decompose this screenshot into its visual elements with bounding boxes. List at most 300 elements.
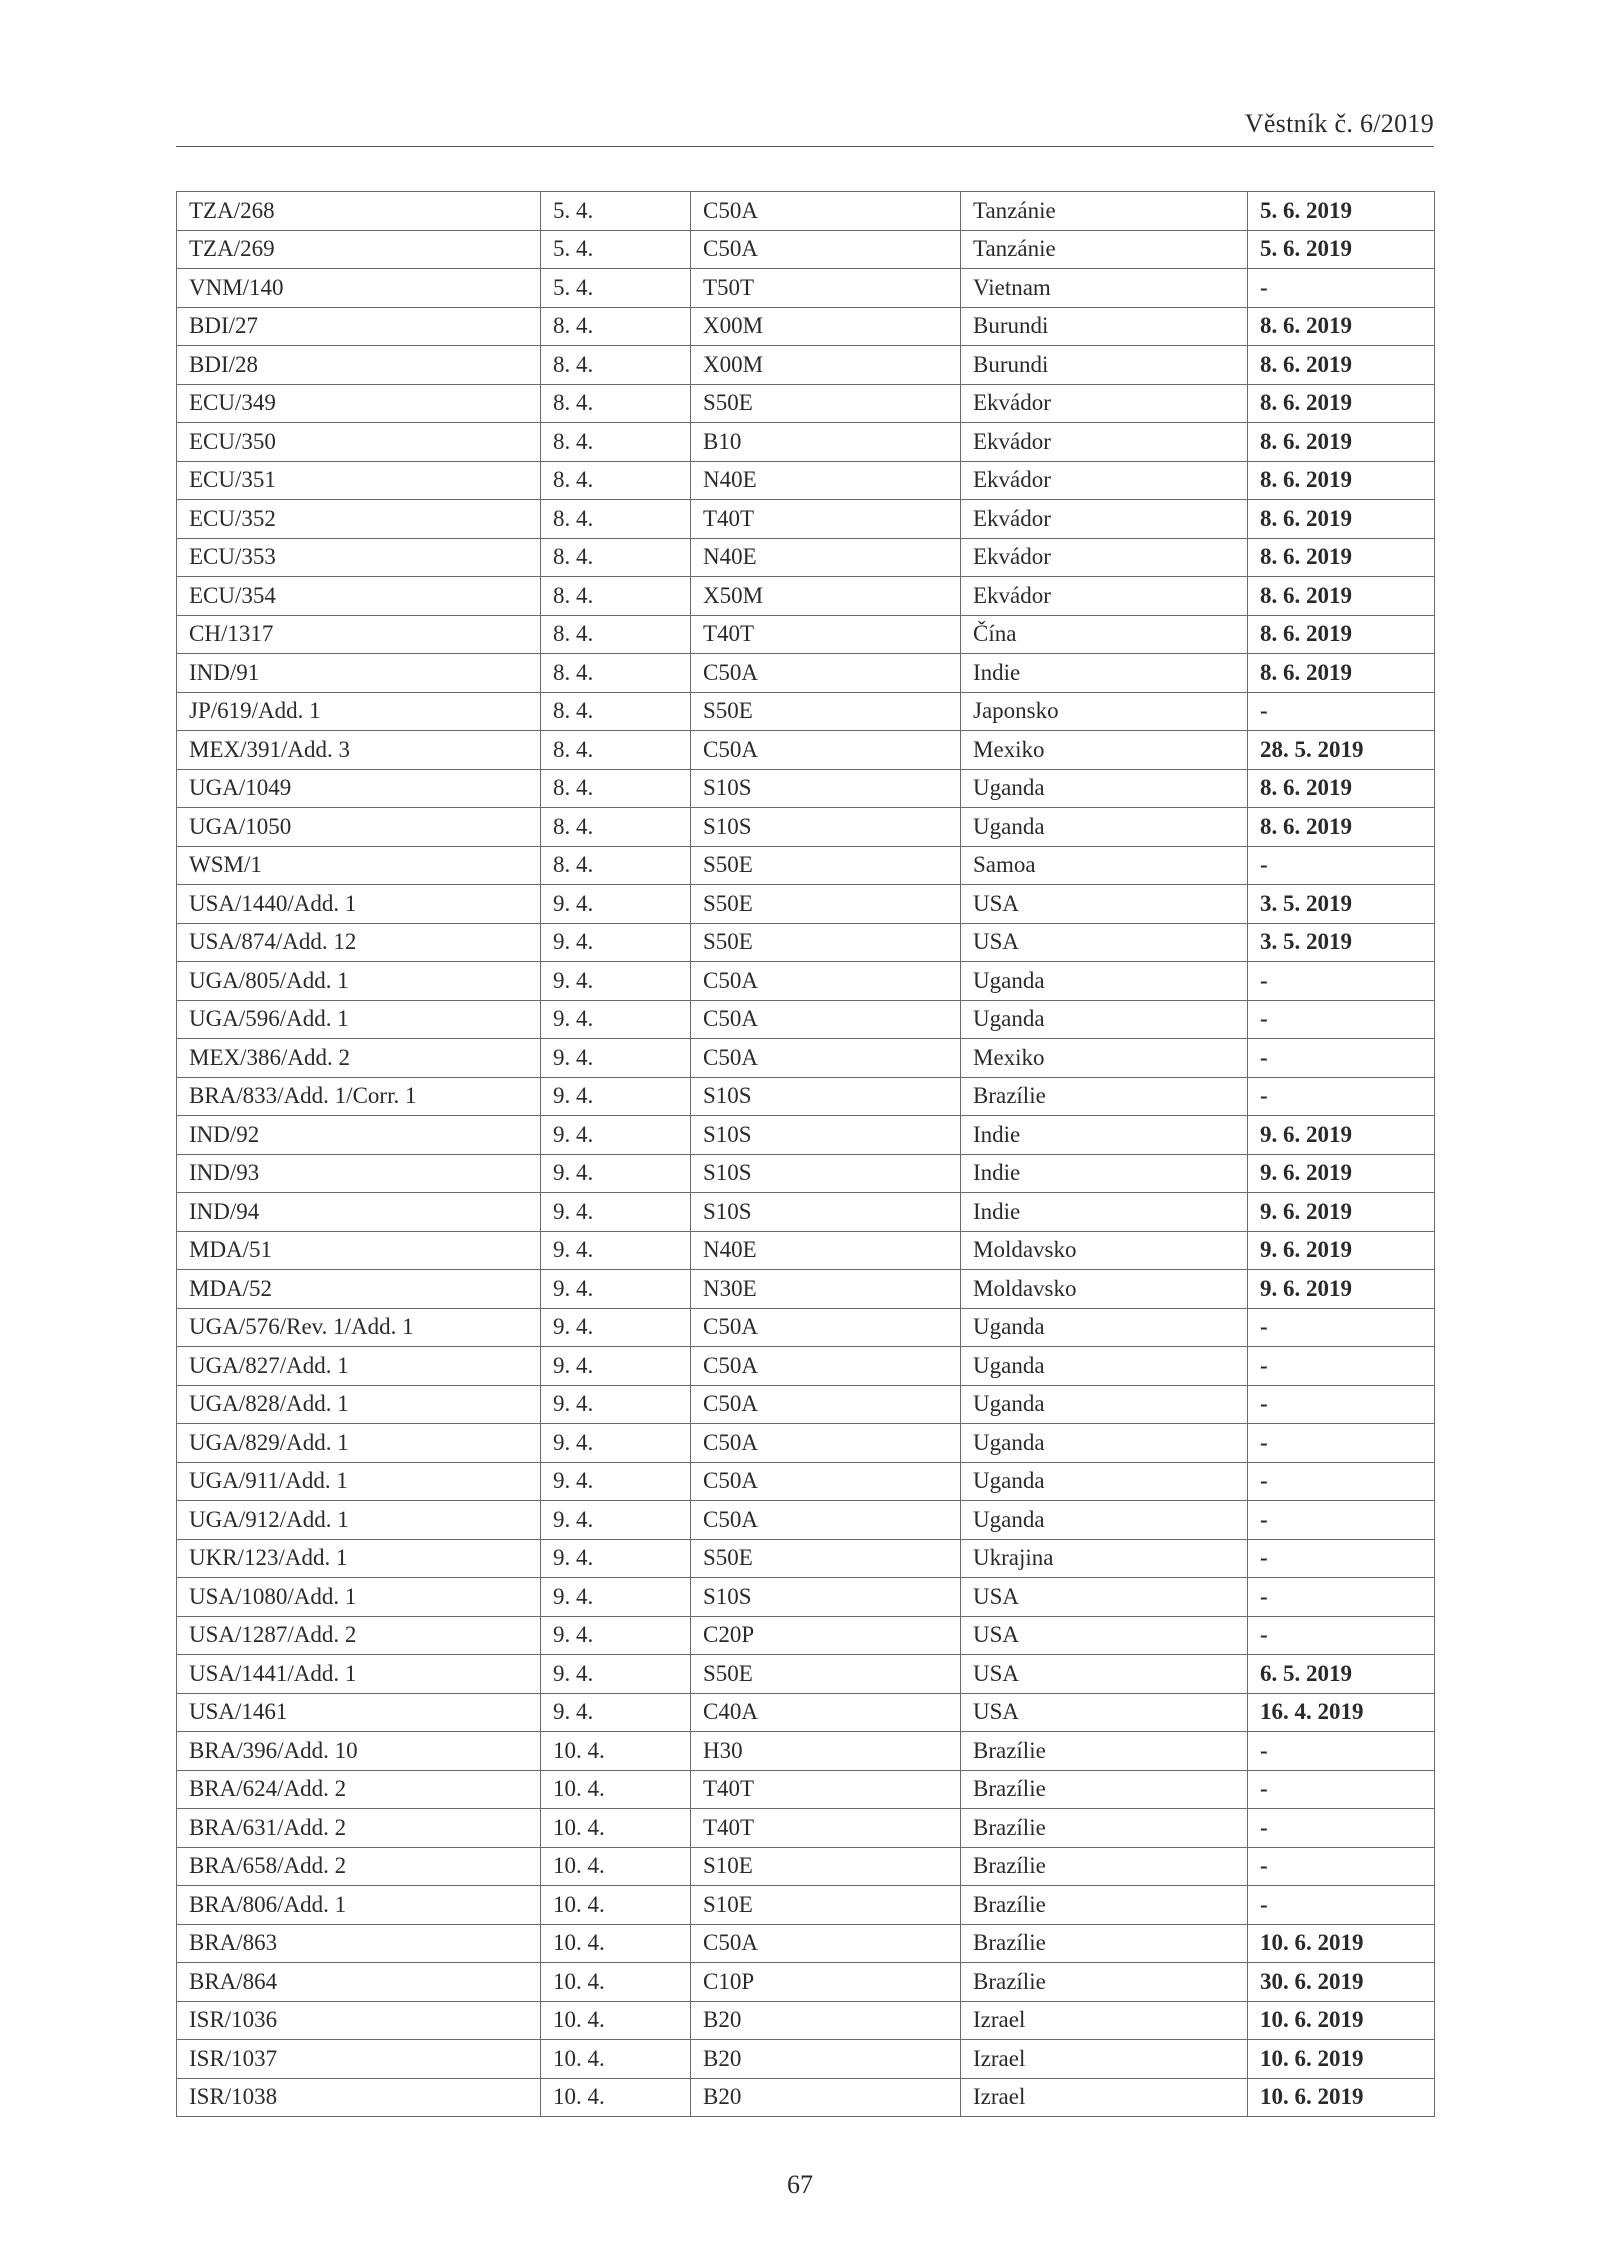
document-id-cell: BRA/833/Add. 1/Corr. 1	[177, 1077, 541, 1116]
document-id-cell: IND/91	[177, 654, 541, 693]
code-cell: X50M	[691, 577, 961, 616]
deadline-date-cell: 8. 6. 2019	[1248, 577, 1435, 616]
document-id-cell: ECU/351	[177, 461, 541, 500]
table-row	[177, 1308, 1435, 1347]
document-id-cell: BRA/658/Add. 2	[177, 1847, 541, 1886]
code-cell: C50A	[691, 1308, 961, 1347]
document-id-cell: UGA/828/Add. 1	[177, 1385, 541, 1424]
table-row	[177, 1154, 1435, 1193]
document-id-cell: IND/92	[177, 1116, 541, 1155]
deadline-date-cell: -	[1248, 1732, 1435, 1771]
table-row	[177, 500, 1435, 539]
deadline-date-cell: -	[1248, 1616, 1435, 1655]
code-cell: C50A	[691, 1385, 961, 1424]
table-row	[177, 1963, 1435, 2002]
document-id-cell: USA/1287/Add. 2	[177, 1616, 541, 1655]
deadline-date-cell: 8. 6. 2019	[1248, 615, 1435, 654]
page-header	[176, 110, 1434, 147]
country-cell: Brazílie	[961, 1770, 1248, 1809]
code-cell: T50T	[691, 269, 961, 308]
table-row	[177, 846, 1435, 885]
notification-date-cell: 5. 4.	[541, 192, 691, 231]
deadline-date-cell: -	[1248, 1077, 1435, 1116]
country-cell: Moldavsko	[961, 1231, 1248, 1270]
document-id-cell: ISR/1036	[177, 2001, 541, 2040]
document-id-cell: ECU/350	[177, 423, 541, 462]
deadline-date-cell: 5. 6. 2019	[1248, 230, 1435, 269]
code-cell: C50A	[691, 654, 961, 693]
table-row	[177, 1077, 1435, 1116]
code-cell: C50A	[691, 1924, 961, 1963]
document-id-cell: ISR/1038	[177, 2078, 541, 2117]
document-id-cell: UGA/805/Add. 1	[177, 962, 541, 1001]
code-cell: T40T	[691, 1770, 961, 1809]
table-row	[177, 1578, 1435, 1617]
deadline-date-cell: 30. 6. 2019	[1248, 1963, 1435, 2002]
document-id-cell: VNM/140	[177, 269, 541, 308]
deadline-date-cell: 28. 5. 2019	[1248, 731, 1435, 770]
table-row	[177, 384, 1435, 423]
notification-date-cell: 9. 4.	[541, 1655, 691, 1694]
notification-date-cell: 9. 4.	[541, 923, 691, 962]
country-cell: Samoa	[961, 846, 1248, 885]
table-row	[177, 423, 1435, 462]
code-cell: H30	[691, 1732, 961, 1771]
deadline-date-cell: 8. 6. 2019	[1248, 538, 1435, 577]
document-id-cell: MDA/52	[177, 1270, 541, 1309]
document-id-cell: ECU/354	[177, 577, 541, 616]
code-cell: T40T	[691, 1809, 961, 1848]
document-id-cell: ISR/1037	[177, 2040, 541, 2079]
code-cell: B10	[691, 423, 961, 462]
country-cell: Burundi	[961, 346, 1248, 385]
document-id-cell: UGA/1049	[177, 769, 541, 808]
code-cell: S50E	[691, 1655, 961, 1694]
country-cell: Indie	[961, 1116, 1248, 1155]
deadline-date-cell: 8. 6. 2019	[1248, 346, 1435, 385]
code-cell: S10E	[691, 1886, 961, 1925]
country-cell: Tanzánie	[961, 230, 1248, 269]
document-id-cell: BDI/28	[177, 346, 541, 385]
deadline-date-cell: 9. 6. 2019	[1248, 1116, 1435, 1155]
document-id-cell: MDA/51	[177, 1231, 541, 1270]
country-cell: Uganda	[961, 1308, 1248, 1347]
table-row	[177, 192, 1435, 231]
code-cell: S50E	[691, 923, 961, 962]
code-cell: C50A	[691, 192, 961, 231]
notification-date-cell: 8. 4.	[541, 654, 691, 693]
table-row	[177, 769, 1435, 808]
notification-date-cell: 9. 4.	[541, 962, 691, 1001]
notification-date-cell: 9. 4.	[541, 1385, 691, 1424]
notification-date-cell: 5. 4.	[541, 269, 691, 308]
country-cell: Brazílie	[961, 1886, 1248, 1925]
notification-date-cell: 10. 4.	[541, 2040, 691, 2079]
country-cell: Ekvádor	[961, 461, 1248, 500]
document-id-cell: WSM/1	[177, 846, 541, 885]
notifications-table-container	[176, 191, 1434, 2117]
country-cell: Tanzánie	[961, 192, 1248, 231]
document-id-cell: UGA/576/Rev. 1/Add. 1	[177, 1308, 541, 1347]
notification-date-cell: 10. 4.	[541, 1886, 691, 1925]
deadline-date-cell: -	[1248, 1847, 1435, 1886]
deadline-date-cell: 8. 6. 2019	[1248, 461, 1435, 500]
table-row	[177, 654, 1435, 693]
table-row	[177, 923, 1435, 962]
table-row	[177, 1886, 1435, 1925]
notification-date-cell: 8. 4.	[541, 615, 691, 654]
notification-date-cell: 9. 4.	[541, 1231, 691, 1270]
country-cell: Uganda	[961, 962, 1248, 1001]
notification-date-cell: 9. 4.	[541, 1000, 691, 1039]
document-id-cell: USA/1440/Add. 1	[177, 885, 541, 924]
deadline-date-cell: 5. 6. 2019	[1248, 192, 1435, 231]
table-row	[177, 1116, 1435, 1155]
document-id-cell: BRA/631/Add. 2	[177, 1809, 541, 1848]
code-cell: B20	[691, 2040, 961, 2079]
table-row	[177, 2040, 1435, 2079]
notification-date-cell: 9. 4.	[541, 1154, 691, 1193]
document-id-cell: USA/1461	[177, 1693, 541, 1732]
notification-date-cell: 9. 4.	[541, 1116, 691, 1155]
code-cell: X00M	[691, 307, 961, 346]
deadline-date-cell: 3. 5. 2019	[1248, 923, 1435, 962]
table-row	[177, 1385, 1435, 1424]
deadline-date-cell: 10. 6. 2019	[1248, 2040, 1435, 2079]
notifications-table	[176, 191, 1435, 2117]
deadline-date-cell: 8. 6. 2019	[1248, 500, 1435, 539]
code-cell: S50E	[691, 384, 961, 423]
country-cell: Vietnam	[961, 269, 1248, 308]
table-row	[177, 230, 1435, 269]
document-id-cell: BRA/806/Add. 1	[177, 1886, 541, 1925]
table-row	[177, 1924, 1435, 1963]
document-id-cell: UGA/829/Add. 1	[177, 1424, 541, 1463]
code-cell: C50A	[691, 731, 961, 770]
code-cell: S10S	[691, 1116, 961, 1155]
document-id-cell: ECU/352	[177, 500, 541, 539]
country-cell: Uganda	[961, 1501, 1248, 1540]
document-id-cell: JP/619/Add. 1	[177, 692, 541, 731]
table-row	[177, 1732, 1435, 1771]
country-cell: Uganda	[961, 1385, 1248, 1424]
code-cell: C20P	[691, 1616, 961, 1655]
notification-date-cell: 9. 4.	[541, 1039, 691, 1078]
notification-date-cell: 8. 4.	[541, 692, 691, 731]
table-row	[177, 1655, 1435, 1694]
document-id-cell: UGA/1050	[177, 808, 541, 847]
notification-date-cell: 9. 4.	[541, 1270, 691, 1309]
code-cell: B20	[691, 2001, 961, 2040]
notification-date-cell: 10. 4.	[541, 1847, 691, 1886]
country-cell: USA	[961, 1655, 1248, 1694]
country-cell: Japonsko	[961, 692, 1248, 731]
notification-date-cell: 8. 4.	[541, 538, 691, 577]
document-id-cell: BRA/864	[177, 1963, 541, 2002]
document-id-cell: UGA/912/Add. 1	[177, 1501, 541, 1540]
country-cell: Indie	[961, 654, 1248, 693]
notification-date-cell: 8. 4.	[541, 384, 691, 423]
notification-date-cell: 8. 4.	[541, 307, 691, 346]
country-cell: USA	[961, 1616, 1248, 1655]
deadline-date-cell: -	[1248, 1000, 1435, 1039]
page-number: 67	[787, 2170, 813, 2199]
table-row	[177, 731, 1435, 770]
deadline-date-cell: 10. 6. 2019	[1248, 2001, 1435, 2040]
code-cell: C50A	[691, 962, 961, 1001]
code-cell: C50A	[691, 1039, 961, 1078]
document-id-cell: TZA/268	[177, 192, 541, 231]
deadline-date-cell: -	[1248, 1809, 1435, 1848]
table-row	[177, 346, 1435, 385]
country-cell: Brazílie	[961, 1963, 1248, 2002]
notification-date-cell: 9. 4.	[541, 1616, 691, 1655]
notification-date-cell: 8. 4.	[541, 769, 691, 808]
document-id-cell: ECU/349	[177, 384, 541, 423]
notification-date-cell: 8. 4.	[541, 346, 691, 385]
deadline-date-cell: 6. 5. 2019	[1248, 1655, 1435, 1694]
country-cell: Uganda	[961, 808, 1248, 847]
table-row	[177, 1847, 1435, 1886]
table-row	[177, 1616, 1435, 1655]
notification-date-cell: 9. 4.	[541, 1347, 691, 1386]
code-cell: C10P	[691, 1963, 961, 2002]
document-id-cell: BDI/27	[177, 307, 541, 346]
document-id-cell: USA/874/Add. 12	[177, 923, 541, 962]
code-cell: S10S	[691, 808, 961, 847]
notification-date-cell: 10. 4.	[541, 2078, 691, 2117]
code-cell: N30E	[691, 1270, 961, 1309]
country-cell: Ekvádor	[961, 423, 1248, 462]
deadline-date-cell: -	[1248, 1462, 1435, 1501]
table-row	[177, 692, 1435, 731]
table-row	[177, 1539, 1435, 1578]
notification-date-cell: 9. 4.	[541, 1462, 691, 1501]
country-cell: Uganda	[961, 1424, 1248, 1463]
document-id-cell: UGA/827/Add. 1	[177, 1347, 541, 1386]
country-cell: USA	[961, 923, 1248, 962]
table-row	[177, 461, 1435, 500]
notification-date-cell: 8. 4.	[541, 808, 691, 847]
country-cell: Uganda	[961, 1000, 1248, 1039]
notification-date-cell: 10. 4.	[541, 1924, 691, 1963]
journal-issue-title: Věstník č. 6/2019	[1244, 109, 1434, 138]
deadline-date-cell: -	[1248, 1385, 1435, 1424]
country-cell: Ekvádor	[961, 577, 1248, 616]
table-row	[177, 2001, 1435, 2040]
deadline-date-cell: -	[1248, 1539, 1435, 1578]
deadline-date-cell: -	[1248, 1039, 1435, 1078]
notification-date-cell: 9. 4.	[541, 1308, 691, 1347]
document-id-cell: BRA/863	[177, 1924, 541, 1963]
notification-date-cell: 9. 4.	[541, 1539, 691, 1578]
code-cell: C40A	[691, 1693, 961, 1732]
table-row	[177, 1462, 1435, 1501]
table-row	[177, 962, 1435, 1001]
document-id-cell: BRA/396/Add. 10	[177, 1732, 541, 1771]
code-cell: S10E	[691, 1847, 961, 1886]
country-cell: Brazílie	[961, 1732, 1248, 1771]
notification-date-cell: 8. 4.	[541, 577, 691, 616]
country-cell: Mexiko	[961, 731, 1248, 770]
notification-date-cell: 10. 4.	[541, 1809, 691, 1848]
table-row	[177, 1039, 1435, 1078]
document-id-cell: ECU/353	[177, 538, 541, 577]
country-cell: Mexiko	[961, 1039, 1248, 1078]
document-id-cell: MEX/386/Add. 2	[177, 1039, 541, 1078]
notification-date-cell: 9. 4.	[541, 885, 691, 924]
country-cell: Čína	[961, 615, 1248, 654]
country-cell: Ekvádor	[961, 538, 1248, 577]
table-row	[177, 1270, 1435, 1309]
deadline-date-cell: -	[1248, 692, 1435, 731]
document-id-cell: IND/94	[177, 1193, 541, 1232]
document-id-cell: USA/1080/Add. 1	[177, 1578, 541, 1617]
deadline-date-cell: 8. 6. 2019	[1248, 808, 1435, 847]
notification-date-cell: 10. 4.	[541, 1732, 691, 1771]
deadline-date-cell: 8. 6. 2019	[1248, 769, 1435, 808]
notification-date-cell: 8. 4.	[541, 461, 691, 500]
table-row	[177, 1000, 1435, 1039]
table-row	[177, 615, 1435, 654]
country-cell: Moldavsko	[961, 1270, 1248, 1309]
country-cell: Izrael	[961, 2001, 1248, 2040]
code-cell: S10S	[691, 1154, 961, 1193]
country-cell: Brazílie	[961, 1077, 1248, 1116]
country-cell: Uganda	[961, 1462, 1248, 1501]
notification-date-cell: 8. 4.	[541, 731, 691, 770]
deadline-date-cell: 10. 6. 2019	[1248, 2078, 1435, 2117]
document-id-cell: IND/93	[177, 1154, 541, 1193]
table-row	[177, 1809, 1435, 1848]
deadline-date-cell: -	[1248, 1501, 1435, 1540]
table-row	[177, 1193, 1435, 1232]
table-row	[177, 885, 1435, 924]
table-row	[177, 1501, 1435, 1540]
code-cell: C50A	[691, 1501, 961, 1540]
notification-date-cell: 10. 4.	[541, 2001, 691, 2040]
table-row	[177, 538, 1435, 577]
deadline-date-cell: -	[1248, 962, 1435, 1001]
country-cell: Brazílie	[961, 1809, 1248, 1848]
table-row	[177, 1347, 1435, 1386]
deadline-date-cell: 8. 6. 2019	[1248, 307, 1435, 346]
code-cell: S50E	[691, 1539, 961, 1578]
country-cell: Izrael	[961, 2078, 1248, 2117]
table-row	[177, 808, 1435, 847]
notification-date-cell: 9. 4.	[541, 1578, 691, 1617]
document-id-cell: USA/1441/Add. 1	[177, 1655, 541, 1694]
country-cell: Uganda	[961, 769, 1248, 808]
code-cell: S10S	[691, 1193, 961, 1232]
table-row	[177, 1770, 1435, 1809]
deadline-date-cell: 9. 6. 2019	[1248, 1154, 1435, 1193]
deadline-date-cell: -	[1248, 1347, 1435, 1386]
deadline-date-cell: -	[1248, 269, 1435, 308]
notification-date-cell: 9. 4.	[541, 1193, 691, 1232]
deadline-date-cell: 9. 6. 2019	[1248, 1193, 1435, 1232]
deadline-date-cell: 8. 6. 2019	[1248, 423, 1435, 462]
table-row	[177, 269, 1435, 308]
code-cell: B20	[691, 2078, 961, 2117]
table-row	[177, 577, 1435, 616]
table-row	[177, 1231, 1435, 1270]
code-cell: N40E	[691, 461, 961, 500]
deadline-date-cell: -	[1248, 1424, 1435, 1463]
code-cell: N40E	[691, 538, 961, 577]
code-cell: C50A	[691, 230, 961, 269]
deadline-date-cell: -	[1248, 1578, 1435, 1617]
deadline-date-cell: 8. 6. 2019	[1248, 384, 1435, 423]
notification-date-cell: 10. 4.	[541, 1770, 691, 1809]
country-cell: Ekvádor	[961, 384, 1248, 423]
code-cell: S10S	[691, 769, 961, 808]
notifications-table-body	[177, 192, 1435, 2117]
deadline-date-cell: 9. 6. 2019	[1248, 1231, 1435, 1270]
deadline-date-cell: 3. 5. 2019	[1248, 885, 1435, 924]
country-cell: USA	[961, 1693, 1248, 1732]
country-cell: Ekvádor	[961, 500, 1248, 539]
deadline-date-cell: -	[1248, 1308, 1435, 1347]
table-row	[177, 1693, 1435, 1732]
code-cell: S50E	[691, 846, 961, 885]
deadline-date-cell: -	[1248, 846, 1435, 885]
deadline-date-cell: 16. 4. 2019	[1248, 1693, 1435, 1732]
country-cell: Uganda	[961, 1347, 1248, 1386]
notification-date-cell: 9. 4.	[541, 1077, 691, 1116]
country-cell: Ukrajina	[961, 1539, 1248, 1578]
country-cell: Izrael	[961, 2040, 1248, 2079]
notification-date-cell: 9. 4.	[541, 1693, 691, 1732]
code-cell: T40T	[691, 500, 961, 539]
code-cell: S10S	[691, 1578, 961, 1617]
country-cell: Indie	[961, 1154, 1248, 1193]
document-id-cell: UKR/123/Add. 1	[177, 1539, 541, 1578]
country-cell: USA	[961, 885, 1248, 924]
document-id-cell: CH/1317	[177, 615, 541, 654]
document-id-cell: UGA/596/Add. 1	[177, 1000, 541, 1039]
code-cell: S50E	[691, 885, 961, 924]
deadline-date-cell: -	[1248, 1770, 1435, 1809]
notification-date-cell: 5. 4.	[541, 230, 691, 269]
document-id-cell: TZA/269	[177, 230, 541, 269]
code-cell: T40T	[691, 615, 961, 654]
code-cell: C50A	[691, 1462, 961, 1501]
deadline-date-cell: 10. 6. 2019	[1248, 1924, 1435, 1963]
code-cell: C50A	[691, 1424, 961, 1463]
code-cell: N40E	[691, 1231, 961, 1270]
code-cell: S50E	[691, 692, 961, 731]
table-row	[177, 307, 1435, 346]
country-cell: Indie	[961, 1193, 1248, 1232]
notification-date-cell: 8. 4.	[541, 846, 691, 885]
notification-date-cell: 8. 4.	[541, 500, 691, 539]
code-cell: C50A	[691, 1347, 961, 1386]
code-cell: C50A	[691, 1000, 961, 1039]
notification-date-cell: 9. 4.	[541, 1501, 691, 1540]
document-id-cell: UGA/911/Add. 1	[177, 1462, 541, 1501]
deadline-date-cell: 8. 6. 2019	[1248, 654, 1435, 693]
deadline-date-cell: -	[1248, 1886, 1435, 1925]
notification-date-cell: 8. 4.	[541, 423, 691, 462]
country-cell: Burundi	[961, 307, 1248, 346]
code-cell: X00M	[691, 346, 961, 385]
country-cell: Brazílie	[961, 1924, 1248, 1963]
country-cell: USA	[961, 1578, 1248, 1617]
notification-date-cell: 10. 4.	[541, 1963, 691, 2002]
country-cell: Brazílie	[961, 1847, 1248, 1886]
code-cell: S10S	[691, 1077, 961, 1116]
